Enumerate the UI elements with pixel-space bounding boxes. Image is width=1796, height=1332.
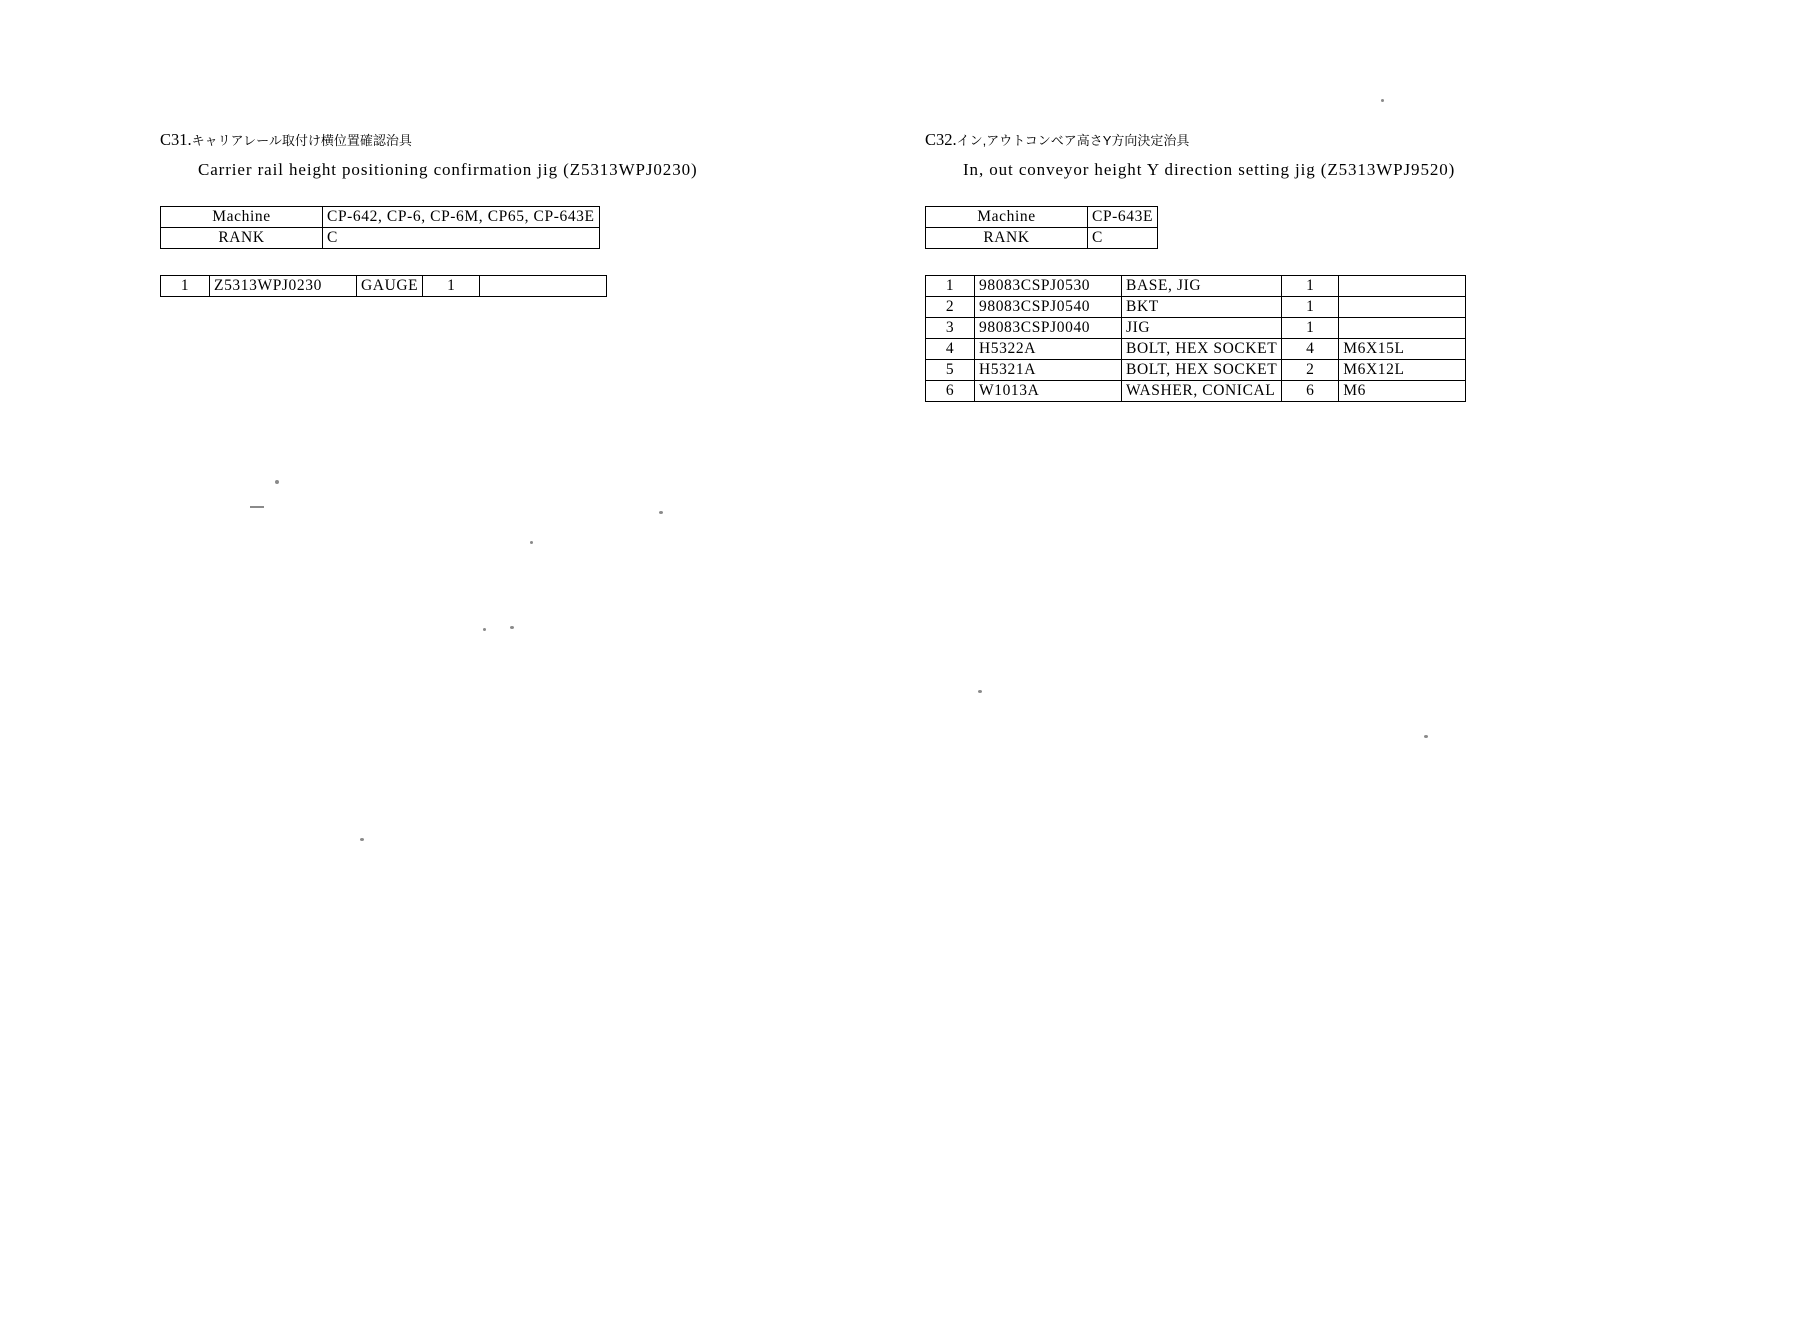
part-remark [1339, 297, 1466, 318]
part-quantity: 6 [1282, 381, 1339, 402]
part-no-index: 3 [926, 318, 975, 339]
section-title-en: In, out conveyor height Y direction setting jig (Z5313WPJ9520) [963, 160, 1456, 179]
machine-label: Machine [926, 207, 1088, 228]
part-number: W1013A [975, 381, 1122, 402]
part-quantity: 1 [423, 276, 480, 297]
part-no-index: 2 [926, 297, 975, 318]
table-row [926, 297, 1466, 318]
machine-rank-table-c31 [160, 206, 600, 249]
part-description: GAUGE [357, 276, 423, 297]
rank-label: RANK [161, 228, 323, 249]
table-row [926, 339, 1466, 360]
part-remark [480, 276, 607, 297]
table-row [926, 318, 1466, 339]
part-remark: M6X12L [1339, 360, 1466, 381]
part-number: Z5313WPJ0230 [210, 276, 357, 297]
part-no-index: 5 [926, 360, 975, 381]
part-description: BOLT, HEX SOCKET [1122, 339, 1282, 360]
table-row [926, 360, 1466, 381]
part-number: H5321A [975, 360, 1122, 381]
section-c32 [925, 130, 1625, 402]
part-quantity: 4 [1282, 339, 1339, 360]
part-remark [1339, 318, 1466, 339]
scan-speck [1381, 99, 1384, 102]
part-no-index: 1 [161, 276, 210, 297]
section-number: C32. [925, 130, 957, 149]
table-row [926, 207, 1158, 228]
scan-speck [659, 511, 663, 514]
part-remark: M6X15L [1339, 339, 1466, 360]
section-number: C31. [160, 130, 192, 149]
part-number: H5322A [975, 339, 1122, 360]
section-title-en: Carrier rail height positioning confirmation jig (Z5313WPJ0230) [198, 160, 698, 179]
part-number: 98083CSPJ0540 [975, 297, 1122, 318]
scan-speck [978, 690, 982, 693]
table-row [926, 276, 1466, 297]
part-quantity: 1 [1282, 297, 1339, 318]
part-description: WASHER, CONICAL [1122, 381, 1282, 402]
table-row [926, 228, 1158, 249]
rank-value: C [1088, 228, 1158, 249]
part-remark: M6 [1339, 381, 1466, 402]
table-row [161, 207, 600, 228]
part-remark [1339, 276, 1466, 297]
scan-speck [483, 628, 486, 631]
part-description: BKT [1122, 297, 1282, 318]
part-no-index: 1 [926, 276, 975, 297]
part-number: 98083CSPJ0530 [975, 276, 1122, 297]
machine-label: Machine [161, 207, 323, 228]
machine-rank-table-c32 [925, 206, 1158, 249]
parts-table-c32 [925, 275, 1466, 402]
scan-speck [510, 626, 514, 629]
rank-label: RANK [926, 228, 1088, 249]
part-quantity: 1 [1282, 276, 1339, 297]
table-row [161, 228, 600, 249]
part-quantity: 1 [1282, 318, 1339, 339]
part-description: BASE, JIG [1122, 276, 1282, 297]
part-no-index: 6 [926, 381, 975, 402]
part-quantity: 2 [1282, 360, 1339, 381]
table-row [161, 276, 607, 297]
section-c31 [160, 130, 860, 297]
scan-speck [250, 506, 264, 508]
machine-value: CP-643E [1088, 207, 1158, 228]
table-row [926, 381, 1466, 402]
part-number: 98083CSPJ0040 [975, 318, 1122, 339]
part-no-index: 4 [926, 339, 975, 360]
part-description: BOLT, HEX SOCKET [1122, 360, 1282, 381]
scan-speck [275, 480, 279, 484]
rank-value: C [323, 228, 600, 249]
machine-value: CP-642, CP-6, CP-6M, CP65, CP-643E [323, 207, 600, 228]
section-title-jp [160, 130, 860, 151]
section-title-jp-text: イン,アウトコンベア高さY方向決定治具 [956, 133, 1190, 148]
scan-speck [360, 838, 364, 841]
scan-speck [530, 541, 533, 544]
part-description: JIG [1122, 318, 1282, 339]
parts-table-c31 [160, 275, 607, 297]
scan-speck [1424, 735, 1428, 738]
section-title-jp-text: キャリアレール取付け横位置確認治具 [191, 133, 412, 148]
section-title-jp [925, 130, 1625, 151]
